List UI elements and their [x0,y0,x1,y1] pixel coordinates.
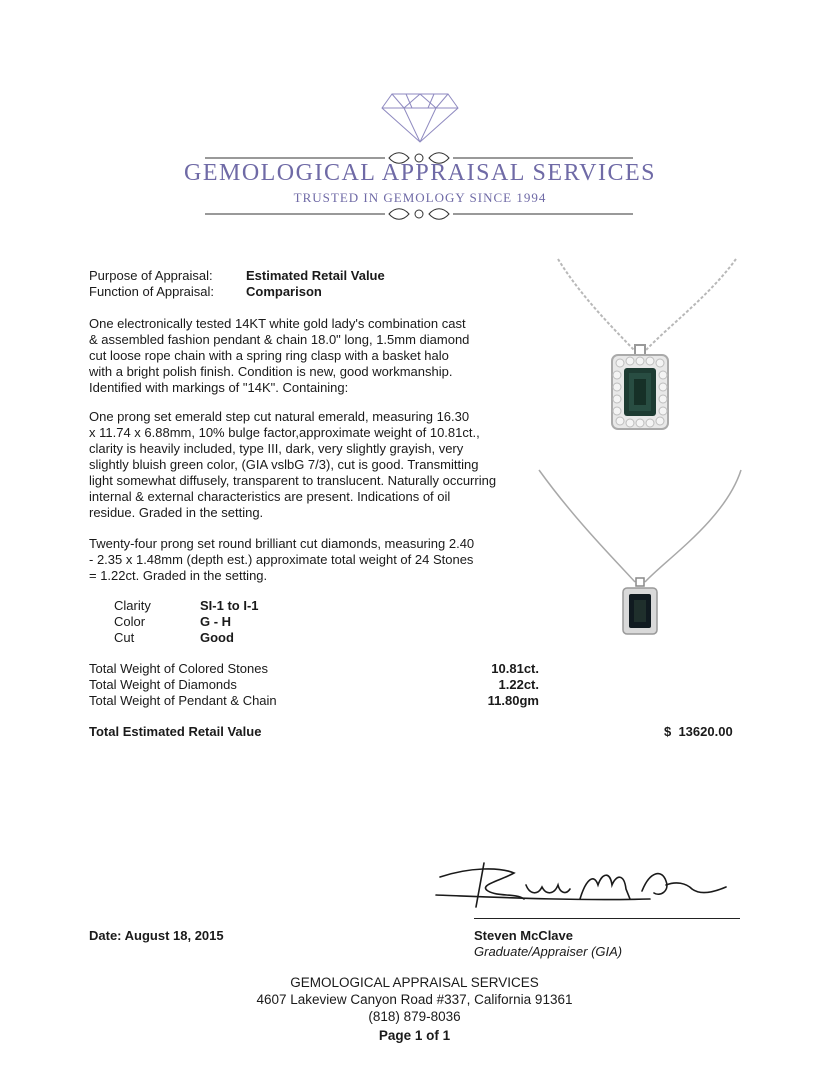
retail-value-label: Total Estimated Retail Value [89,724,262,739]
purpose-row [89,268,385,284]
appraiser-title: Graduate/Appraiser (GIA) [474,944,623,959]
purpose-value: Estimated Retail Value [246,268,385,283]
total-row [89,693,539,709]
total-label: Total Weight of Pendant & Chain [89,693,277,708]
emerald-description-paragraph: One prong set emerald step cut natural emerald, measuring 16.30 x 11.74 x 6.88mm, 10% bulge factor,approximate weight of 10.81ct., clarity is heavily included, type III, dark, very slightly grayish, very slightly bluish green color, (GIA vslbG 7/3), cut is good. Transmitting light somewhat diffusely, transparent to translucent. Naturally occurring internal & external characteristics are present. Indications of oil residue. Graded in the setting. [89,409,497,520]
diamond-logo-icon [380,90,460,145]
grade-label: Color [114,614,146,629]
grade-value: SI-1 to I-1 [200,598,259,613]
company-tagline: TRUSTED IN GEMOLOGY SINCE 1994 [293,190,547,205]
total-row [89,677,539,693]
function-row [89,284,385,300]
footer [0,974,829,1044]
total-value: 11.80gm [487,693,539,708]
retail-value-amount: $ 13620.00 [664,724,733,739]
total-label: Total Weight of Diamonds [89,677,237,692]
grade-label: Cut [114,630,135,645]
diamond-description-paragraph: Twenty-four prong set round brilliant cut diamonds, measuring 2.40 - 2.35 x 1.48mm (depth est.) approximate total weight of 24 Stones = 1.22ct. Graded in the setting. [89,536,475,583]
appraisal-date: Date: August 18, 2015 [89,928,224,943]
total-row [89,661,539,677]
appraiser-name: Steven McClave [474,928,573,943]
signature-line [474,918,740,919]
footer-address: 4607 Lakeview Canyon Road #337, California 91361 [256,992,573,1007]
footer-phone: (818) 879-8036 [368,1009,461,1024]
grade-row [114,630,259,646]
purpose-label: Purpose of Appraisal: [89,268,213,283]
purpose-block [89,268,385,300]
grade-row [114,614,259,630]
footer-company: GEMOLOGICAL APPRAISAL SERVICES [290,975,539,990]
page-number: Page 1 of 1 [378,1028,451,1043]
function-value: Comparison [246,284,322,299]
grade-row [114,598,259,614]
pendant-closeup-photo [540,255,740,440]
grade-label: Clarity [114,598,151,613]
function-label: Function of Appraisal: [89,284,215,299]
ornamental-divider-icon [205,206,633,222]
company-name-heading: GEMOLOGICAL APPRAISAL SERVICES [183,160,656,186]
grade-value: G - H [200,614,232,629]
appraiser-signature [430,855,740,915]
pendant-chain-photo [535,460,745,650]
weight-totals [89,661,539,709]
grades-table [114,598,259,646]
grade-value: Good [200,630,234,645]
total-value: 10.81ct. [491,661,539,676]
total-label: Total Weight of Colored Stones [89,661,268,676]
item-description-paragraph: One electronically tested 14KT white gold lady's combination cast & assembled fashion pendant & chain 18.0" long, 1.5mm diamond cut loose rope chain with a spring ring clasp with a basket halo with a bright polish finish. Condition is new, good workmanship. Identified with markings of "14K". Containing: [89,316,470,395]
total-value: 1.22ct. [498,677,539,692]
